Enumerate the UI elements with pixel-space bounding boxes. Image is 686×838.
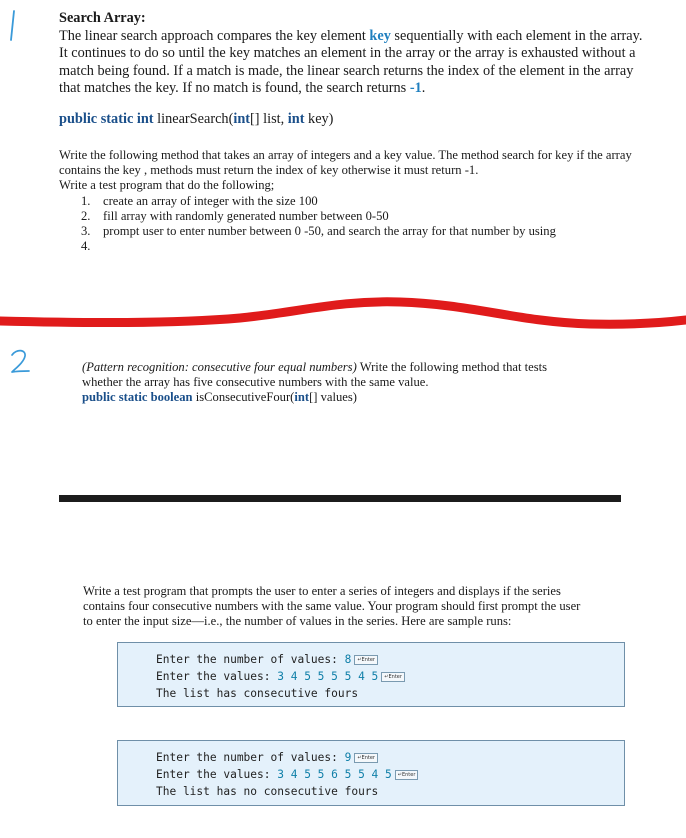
- black-divider-bar: [59, 495, 621, 502]
- question-one-instructions: [59, 148, 649, 254]
- user-input: 8: [344, 653, 352, 666]
- sig-method-name: isConsecutiveFour(: [195, 390, 295, 405]
- enter-key-icon: ↵Enter: [395, 770, 419, 780]
- console-line: Enter the values: 3 4 5 5 5 5 4 5 ↵Enter: [156, 668, 405, 685]
- description-part-1: The linear search approach compares the key element: [59, 27, 370, 44]
- sample-run-console-1: [117, 642, 625, 707]
- console-line: Enter the number of values: 8 ↵Enter: [156, 651, 405, 668]
- test-program-intro: Write a test program that do the following;: [59, 178, 275, 193]
- description-part-3: .: [421, 80, 426, 96]
- sig-tail: key): [304, 110, 334, 127]
- test-program-prompt: Write a test program that prompts the user to enter a series of integers and displays if the series contains four consecutive numbers with the same value. Your program should first prompt the user to enter the input size—i.e., the number of values in the series. Here are sample runs:: [83, 584, 581, 629]
- pattern-desc: Write the following method that tests whether the array has five consecutive numbers with the same value.: [82, 360, 548, 390]
- handwritten-number-two: [0, 340, 40, 390]
- enter-key-icon: ↵Enter: [354, 753, 378, 763]
- enter-key-icon: ↵Enter: [354, 655, 378, 665]
- red-wavy-divider: [0, 290, 686, 340]
- question-two: [82, 360, 587, 406]
- search-array-heading: Search Array:: [59, 10, 146, 26]
- sig-int-param: int: [294, 390, 310, 405]
- sig-int-return: int: [136, 110, 154, 127]
- key-word: key: [369, 27, 391, 44]
- question-one: [59, 10, 649, 128]
- description-part-2: sequentially with each element in the array. It continues to do so until the key matches an element in the array or the array is exhausted without a match being found. If a match is made, the linear search returns the index of the element in the array that matches the key. If no match is found, the search returns: [59, 27, 643, 96]
- sig-static: static: [100, 110, 134, 127]
- test-steps-list: 1. create an array of integer with the size 100 2. fill array with randomly generated number between 0-50 3. prompt user to enter number between 0 -50, and search the array for that number by using 4.: [59, 194, 649, 240]
- console-line: Enter the number of values: 9 ↵Enter: [156, 749, 418, 766]
- pattern-recognition-description: [82, 360, 587, 390]
- enter-key-icon: ↵Enter: [381, 672, 405, 682]
- user-input: 3 4 5 5 5 5 4 5: [277, 670, 379, 683]
- user-input: 9: [344, 751, 352, 764]
- sample-run-console-2: [117, 740, 625, 806]
- list-item: 1. create an array of integer with the size 100: [81, 193, 318, 208]
- sig-public: public: [59, 110, 98, 127]
- linear-search-signature: [59, 111, 649, 129]
- sig-int-param: int: [233, 110, 251, 127]
- is-consecutive-four-signature: [82, 390, 587, 405]
- sig-params: [] list,: [250, 110, 288, 127]
- linear-search-description: [59, 28, 649, 98]
- list-item: 2. fill array with randomly generated number between 0-50: [81, 208, 389, 223]
- console-result: The list has consecutive fours: [156, 687, 359, 700]
- pattern-title: (Pattern recognition: consecutive four equal numbers): [82, 360, 357, 374]
- sig-modifiers: public static boolean: [82, 390, 196, 405]
- list-item: 3. prompt user to enter number between 0 -50, and search the array for that number by using: [81, 224, 556, 239]
- sig-method-name: linearSearch(: [157, 110, 234, 127]
- console-result: The list has no consecutive fours: [156, 785, 379, 798]
- negative-one: -1: [409, 80, 422, 96]
- sig-int-key: int: [287, 110, 305, 127]
- handwritten-number-one: [0, 0, 30, 50]
- sig-tail: [] values): [309, 390, 357, 405]
- user-input: 3 4 5 5 6 5 5 4 5: [277, 768, 392, 781]
- console-line: Enter the values: 3 4 5 5 6 5 5 4 5 ↵Enter: [156, 766, 418, 783]
- method-instructions: Write the following method that takes an array of integers and a key value. The method search for key if the array contains the key , methods must return the index of key otherwise it must return -1.: [59, 148, 632, 178]
